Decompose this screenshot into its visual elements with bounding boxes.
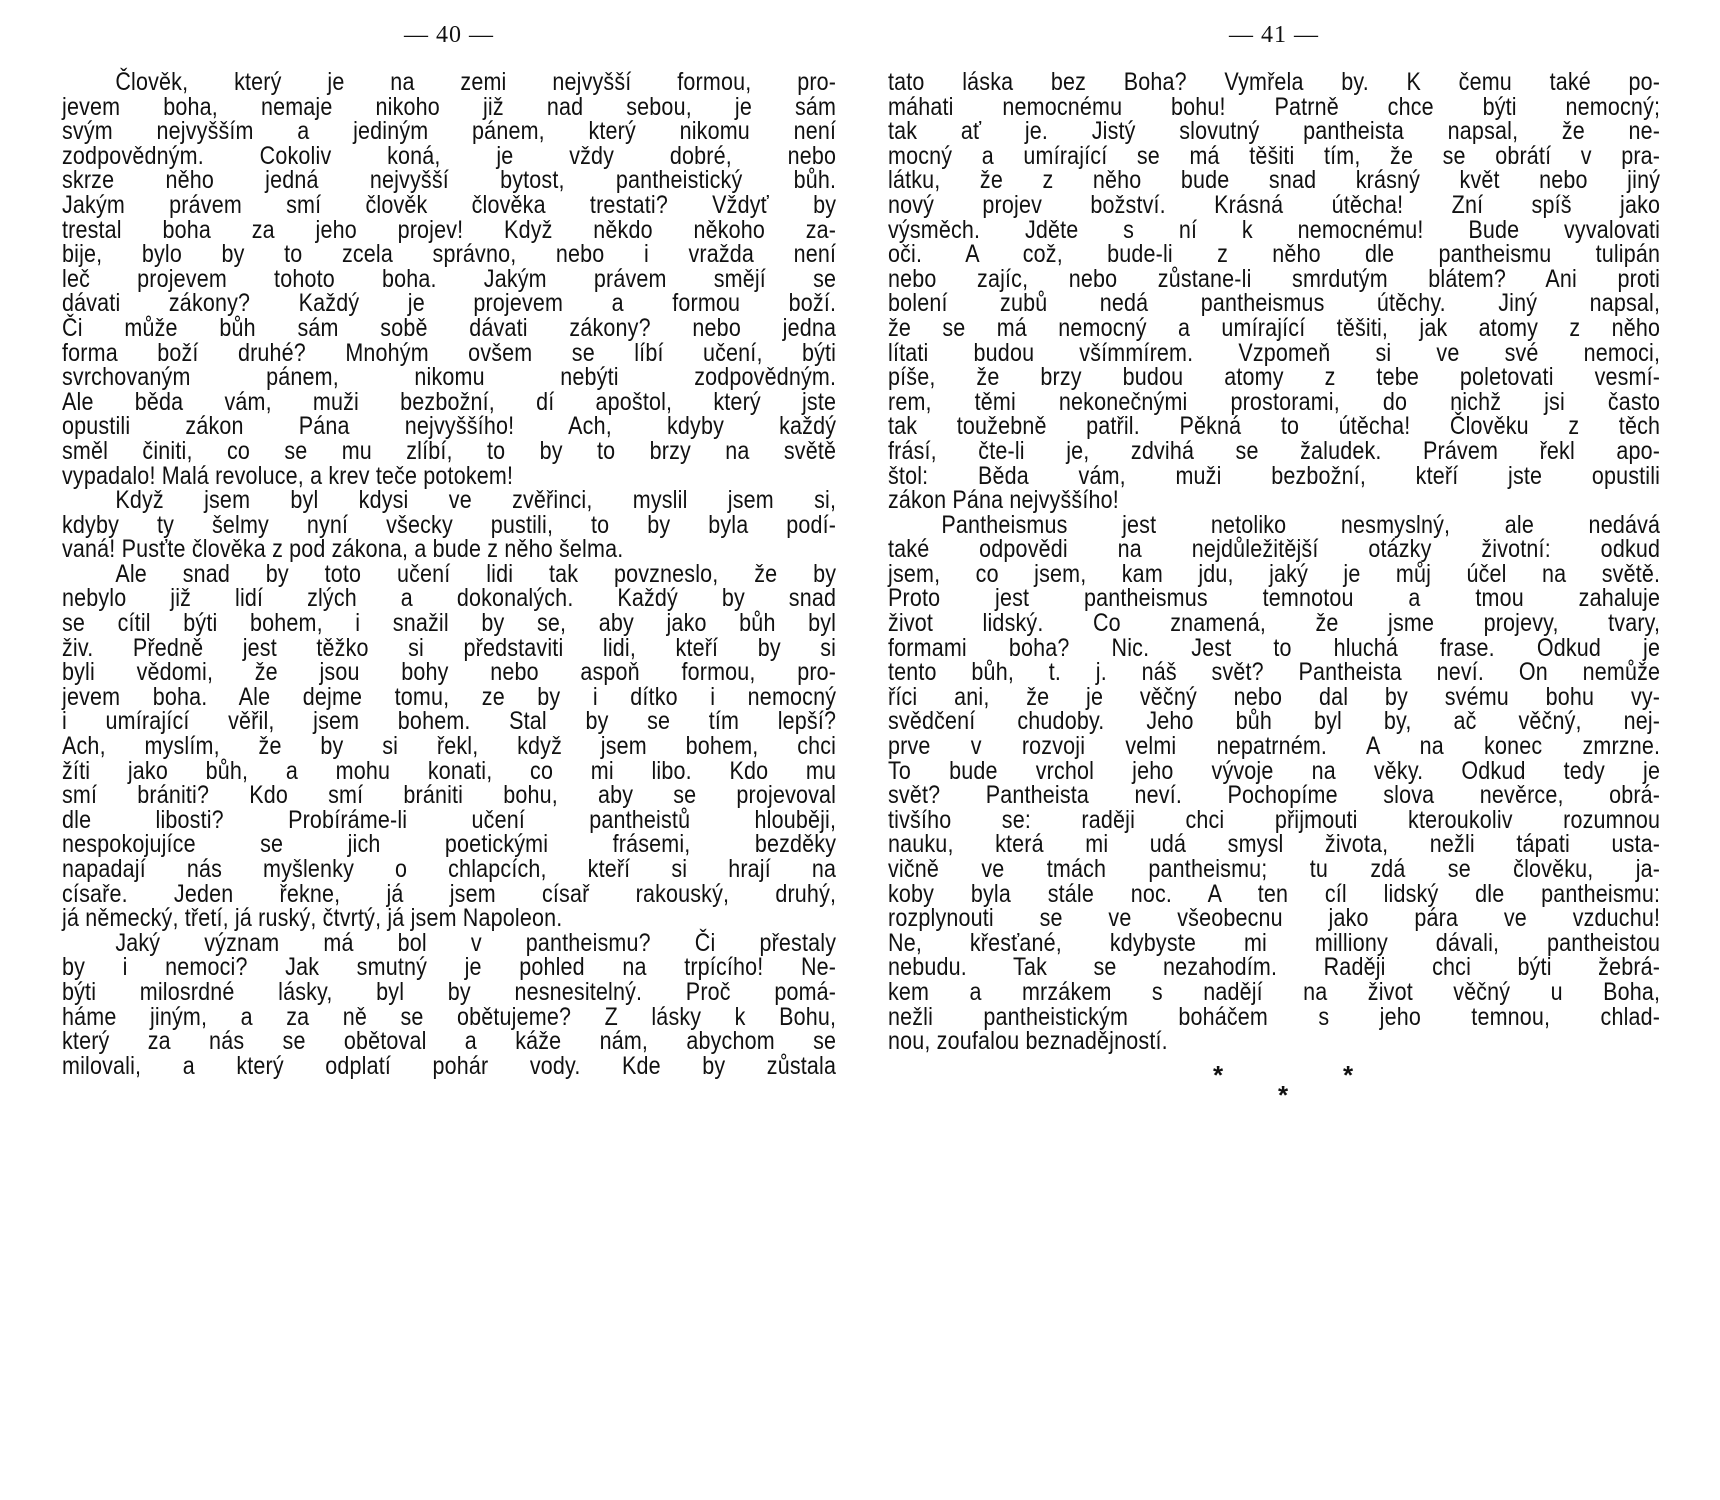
text-line: býti milosrdné lásky, byl by nesnesitelný. Proč pomá-: [62, 977, 837, 1006]
text-line: opustili zákon Pána nejvyššího! Ach, kdyby každý: [62, 412, 837, 441]
text-line: rem, těmi nekonečnými prostorami, do nichž jsi často: [888, 387, 1661, 416]
text-line: svým nejvyšším a jediným pánem, který nikomu není: [62, 117, 837, 146]
text-line: bolení zubů nedá pantheismus útěchy. Jiný napsal,: [888, 289, 1661, 318]
text-line: já německý, třetí, já ruský, čtvrtý, já jsem Napoleon.: [62, 904, 563, 933]
text-line: Ale snad by toto učení lidi tak povzneslo, že by: [115, 559, 837, 588]
page-number: — 41 —: [1229, 22, 1319, 48]
text-line: mocný a umírající se má těšiti tím, že se obrátí v pra-: [888, 141, 1661, 170]
text-line: trestal boha za jeho projev! Když někdo někoho za-: [62, 215, 837, 244]
text-line: nebylo již lidí zlých a dokonalých. Každý by snad: [62, 584, 837, 613]
asterisk: *: [1343, 1059, 1354, 1090]
text-line: vypadalo! Malá revoluce, a krev teče potokem!: [62, 461, 514, 490]
text-line: lítati budou všímmírem. Vzpomeň si ve své nemoci,: [888, 338, 1661, 367]
text-line: koby byla stále noc. A ten cíl lidský dle pantheismu:: [888, 879, 1661, 908]
text-line: prve v rozvoji velmi nepatrném. A na konec zmrzne.: [888, 732, 1661, 761]
text-line: Proto jest pantheismus temnotou a tmou zahaluje: [888, 584, 1661, 613]
asterism-divider: [888, 1060, 1660, 1120]
text-line: háme jiným, a za ně se obětujeme? Z lásky k Bohu,: [62, 1002, 837, 1031]
asterisk: *: [1213, 1059, 1224, 1090]
text-line: jsem, co jsem, kam jdu, jaký je můj účel na světě.: [888, 559, 1661, 588]
text-line: milovali, a který odplatí pohár vody. Kde by zůstala: [62, 1051, 837, 1080]
body-text: [62, 70, 836, 1078]
text-line: bije, bylo by to zcela správno, nebo i vražda není: [62, 240, 837, 269]
text-line: že se má nemocný a umírající těšiti, jak atomy z něho: [888, 313, 1661, 342]
text-line: nebudu. Tak se nezahodím. Raději chci býti žebrá-: [888, 953, 1661, 982]
text-line: štol: Běda vám, muži bezbožní, kteří jste opustili: [888, 461, 1661, 490]
text-line: píše, že brzy budou atomy z tebe poletovati vesmí-: [888, 363, 1661, 392]
text-line: dle libosti? Probíráme-li učení pantheistů hlouběji,: [62, 805, 837, 834]
text-line: svědčení chudoby. Jeho bůh byl by, ač věčný, nej-: [888, 707, 1661, 736]
text-line: Ach, myslím, že by si řekl, když jsem bohem, chci: [62, 732, 837, 761]
text-line: oči. A což, bude-li z něho dle pantheismu tulipán: [888, 240, 1661, 269]
text-line: císaře. Jeden řekne, já jsem císař rakouský, druhý,: [62, 879, 837, 908]
text-line: tivšího se: raději chci přijmouti kteroukoliv rozumnou: [888, 805, 1661, 834]
text-line: zákon Pána nejvyššího!: [888, 486, 1119, 515]
text-line: říci ani, že je věčný nebo dal by svému bohu vy-: [888, 682, 1661, 711]
text-line: tento bůh, t. j. náš svět? Pantheista neví. On nemůže: [888, 658, 1661, 687]
text-line: Člověk, který je na zemi nejvyšší formou, pro-: [115, 68, 837, 96]
text-line: nebo zajíc, nebo zůstane-li smrdutým blátem? Ani proti: [888, 264, 1661, 293]
text-line: smí brániti? Kdo smí brániti bohu, aby se projevoval: [62, 781, 837, 810]
text-line: formami boha? Nic. Jest to hluchá frase. Odkud je: [888, 633, 1661, 662]
text-line: tak ať je. Jistý slovutný pantheista napsal, že ne-: [888, 117, 1661, 146]
text-line: frásí, čte-li je, zdvihá se žaludek. Právem řekl apo-: [888, 436, 1661, 465]
body-text: [888, 70, 1660, 1120]
text-line: kem a mrzákem s nadějí na život věčný u Boha,: [888, 977, 1661, 1006]
text-line: kdyby ty šelmy nyní všecky pustili, to by byla podí-: [62, 510, 837, 539]
text-line: výsměch. Jděte s ní k nemocnému! Bude vyvalovati: [888, 215, 1661, 244]
text-line: který za nás se obětoval a káže nám, abychom se: [62, 1027, 837, 1056]
text-line: život lidský. Co znamená, že jsme projevy, tvary,: [888, 609, 1661, 638]
text-line: živ. Předně jest těžko si představiti lidi, kteří by si: [62, 633, 837, 662]
text-line: také odpovědi na nejdůležitější otázky životní: odkud: [888, 535, 1661, 564]
text-line: by i nemoci? Jak smutný je pohled na trpícího! Ne-: [62, 953, 837, 982]
text-line: látku, že z něho bude snad krásný květ nebo jiný: [888, 166, 1661, 195]
text-line: nový projev božství. Krásná útěcha! Zní spíš jako: [888, 190, 1661, 219]
text-line: jevem boha, nemaje nikoho již nad sebou, je sám: [62, 92, 837, 121]
asterisk: *: [1278, 1079, 1289, 1110]
text-line: napadají nás myšlenky o chlapcích, kteří si hrají na: [62, 855, 837, 883]
text-line: Ne, křesťané, kdybyste mi milliony dávali, pantheistou: [888, 928, 1661, 957]
text-line: směl činiti, co se mu zlíbí, to by to brzy na světě: [62, 436, 837, 465]
text-line: Ale běda vám, muži bezbožní, dí apoštol, který jste: [62, 387, 837, 416]
text-line: tak toužebně patřil. Pěkná to útěcha! Člověku z těch: [888, 412, 1661, 441]
text-line: Či může bůh sám sobě dávati zákony? nebo jedna: [62, 313, 837, 342]
text-line: zodpovědným. Cokoliv koná, je vždy dobré, nebo: [62, 141, 837, 170]
text-line: svět? Pantheista neví. Pochopíme slova nevěrce, obrá-: [888, 781, 1661, 810]
text-line: Pantheismus jest netoliko nesmyslný, ale nedává: [941, 510, 1661, 539]
text-line: tato láska bez Boha? Vymřela by. K čemu také po-: [888, 68, 1661, 96]
text-line: nou, zoufalou beznadějností.: [888, 1027, 1168, 1056]
text-line: i umírající věřil, jsem bohem. Stal by se tím lepší?: [62, 707, 837, 736]
text-line: Jakým právem smí člověk člověka trestati? Vždyť by: [62, 190, 837, 219]
text-line: žíti jako bůh, a mohu konati, co mi libo. Kdo mu: [62, 756, 837, 785]
text-line: vaná! Pusťte člověka z pod zákona, a bude z něho šelma.: [62, 535, 624, 564]
text-line: se cítil býti bohem, i snažil by se, aby jako bůh byl: [62, 609, 837, 638]
text-line: nežli pantheistickým boháčem s jeho temnou, chlad-: [888, 1002, 1661, 1031]
text-line: rozplynouti se ve všeobecnu jako pára ve vzduchu!: [888, 904, 1661, 933]
text-line: Jaký význam má bol v pantheismu? Či přestaly: [115, 928, 837, 957]
text-line: máhati nemocnému bohu! Patrně chce býti nemocný;: [888, 92, 1661, 121]
right-page: [888, 0, 1660, 1500]
text-line: dávati zákony? Každý je projevem a formou boží.: [62, 289, 837, 318]
text-line: byli vědomi, že jsou bohy nebo aspoň formou, pro-: [62, 658, 837, 687]
left-page: [62, 0, 836, 1500]
text-line: nauku, která mi udá smysl života, nežli tápati usta-: [888, 830, 1661, 859]
text-line: forma boží druhé? Mnohým ovšem se líbí učení, býti: [62, 338, 837, 367]
text-line: skrze něho jedná nejvyšší bytost, pantheistický bůh.: [62, 166, 837, 195]
text-line: nespokojujíce se jich poetickými frásemi, bezděky: [62, 830, 837, 859]
text-line: Když jsem byl kdysi ve zvěřinci, myslil jsem si,: [115, 486, 837, 515]
text-line: svrchovaným pánem, nikomu nebýti zodpovědným.: [62, 363, 837, 392]
text-line: leč projevem tohoto boha. Jakým právem smějí se: [62, 264, 837, 293]
text-line: To bude vrchol jeho vývoje na věky. Odkud tedy je: [888, 756, 1661, 785]
text-line: jevem boha. Ale dejme tomu, ze by i dítko i nemocný: [62, 682, 837, 711]
text-line: vičně ve tmách pantheismu; tu zdá se člověku, ja-: [888, 855, 1661, 883]
page-number: — 40 —: [404, 22, 494, 48]
